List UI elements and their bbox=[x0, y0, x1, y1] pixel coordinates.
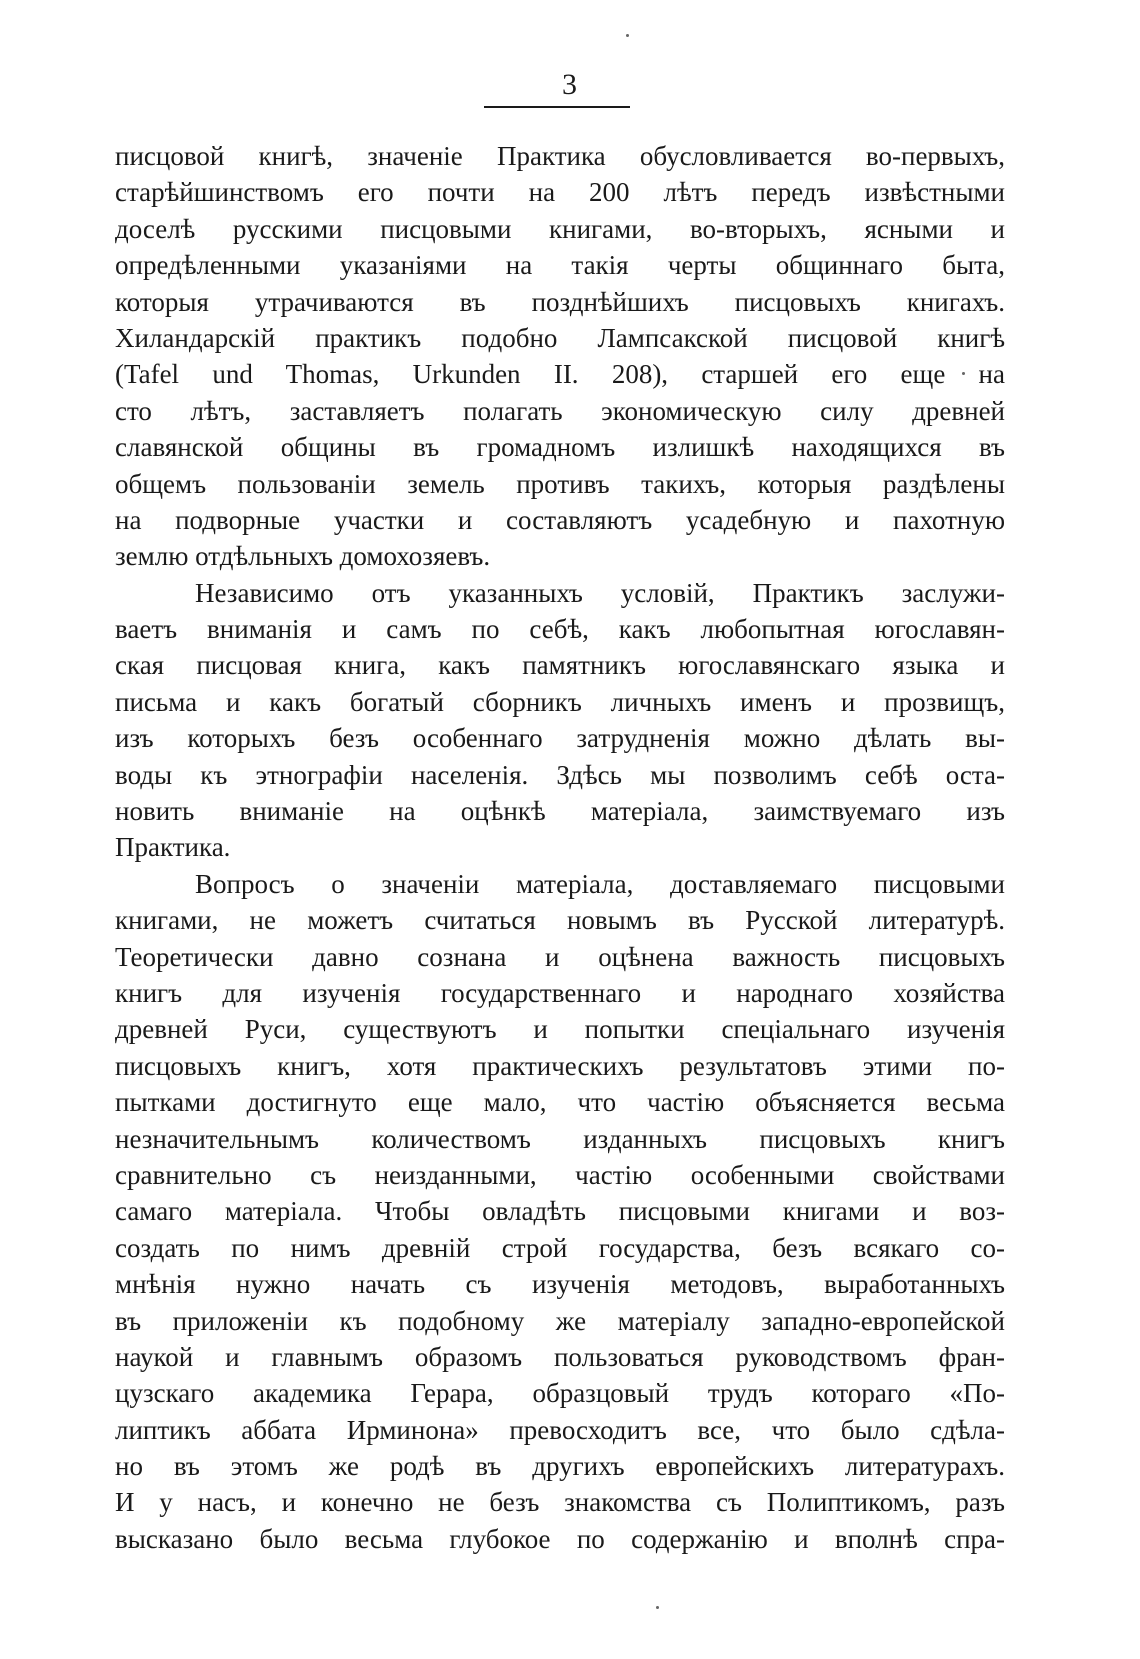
text-line: Вопросъ о значеніи матеріала, доставляемаго писцовыми bbox=[195, 868, 1005, 899]
text-line: опредѣленными указаніями на такія черты общиннаго быта, bbox=[115, 250, 1005, 281]
text-line: создать по нимъ древній строй государства, безъ всякаго со- bbox=[115, 1232, 1005, 1263]
text-line: новить вниманіе на оцѣнкѣ матеріала, заимствуемаго изъ bbox=[115, 796, 1005, 827]
text-line: землю отдѣльныхъ домохозяевъ. bbox=[115, 541, 491, 572]
text-line: древней Руси, существуютъ и попытки спеціальнаго изученія bbox=[115, 1014, 1005, 1045]
text-line: воды къ этнографіи населенія. Здѣсь мы позволимъ себѣ оста- bbox=[115, 759, 1005, 790]
body-text bbox=[115, 138, 1005, 1557]
text-line: славянской общины въ громадномъ излишкѣ находящихся въ bbox=[115, 432, 1005, 463]
text-line: старѣйшинствомъ его почти на 200 лѣтъ передъ извѣстными bbox=[115, 177, 1005, 208]
text-line: писцовой книгѣ, значеніе Практика обусловливается во-первыхъ, bbox=[115, 141, 1005, 171]
text-line: самаго матеріала. Чтобы овладѣть писцовыми книгами и воз- bbox=[115, 1196, 1005, 1227]
text-line: книгами, не можетъ считаться новымъ въ Русской литературѣ. bbox=[115, 905, 1005, 936]
page-number: 3 bbox=[562, 68, 578, 101]
page-number-rule bbox=[484, 106, 630, 108]
text-line: сравнительно съ неизданными, частію особенными свойствами bbox=[115, 1159, 1005, 1190]
text-line: наукой и главнымъ образомъ пользоваться руководствомъ фран- bbox=[115, 1341, 1005, 1372]
text-line: доселѣ русскими писцовыми книгами, во-вторыхъ, ясными и bbox=[115, 213, 1005, 244]
text-line: высказано было весьма глубокое по содержанію и вполнѣ спра- bbox=[115, 1523, 1005, 1554]
text-line: книгъ для изученія государственнаго и народнаго хозяйства bbox=[115, 977, 1005, 1008]
text-line: цузскаго академика Герара, образцовый трудъ котораго «По- bbox=[115, 1378, 1005, 1409]
text-line: Независимо отъ указанныхъ условій, Практикъ заслужи- bbox=[195, 577, 1005, 608]
text-line: ваетъ вниманія и самъ по себѣ, какъ любопытная югославян- bbox=[115, 614, 1005, 645]
text-line: изъ которыхъ безъ особеннаго затрудненія можно дѣлать вы- bbox=[115, 723, 1005, 754]
text-line: мнѣнія нужно начать съ изученія методовъ, выработанныхъ bbox=[115, 1269, 1005, 1300]
text-line: незначительнымъ количествомъ изданныхъ писцовыхъ книгъ bbox=[115, 1123, 1005, 1154]
print-speck bbox=[656, 1606, 659, 1609]
text-line: ская писцовая книга, какъ памятникъ югославянскаго языка и bbox=[115, 650, 1005, 681]
text-line: сто лѣтъ, заставляетъ полагать экономическую силу древней bbox=[115, 395, 1005, 426]
text-line: на подворные участки и составляютъ усадебную и пахотную bbox=[115, 504, 1005, 535]
text-line: общемъ пользованіи земель противъ такихъ, которыя раздѣлены bbox=[115, 468, 1005, 499]
text-line: писцовыхъ книгъ, хотя практическихъ результатовъ этими по- bbox=[115, 1050, 1005, 1081]
text-line: Хиландарскій практикъ подобно Лампсакской писцовой книгѣ bbox=[115, 322, 1005, 353]
text-line: но въ этомъ же родѣ въ другихъ европейскихъ литературахъ. bbox=[115, 1451, 1005, 1482]
text-line: И у насъ, и конечно не безъ знакомства съ Полиптикомъ, разъ bbox=[115, 1487, 1005, 1518]
text-line: которыя утрачиваются въ позднѣйшихъ писцовыхъ книгахъ. bbox=[115, 286, 1005, 317]
text-line: письма и какъ богатый сборникъ личныхъ именъ и прозвищъ, bbox=[115, 686, 1005, 717]
text-line: Практика. bbox=[115, 832, 231, 863]
text-line: липтикъ аббата Ирминона» превосходитъ все, что было сдѣла- bbox=[115, 1414, 1005, 1445]
text-line: (Tafel und Thomas, Urkunden II. 208), старшей его еще на bbox=[115, 359, 1005, 390]
text-line: пытками достигнуто еще мало, что частію объясняется весьма bbox=[115, 1087, 1005, 1118]
print-speck bbox=[626, 34, 629, 37]
text-line: въ приложеніи къ подобному же матеріалу западно-европейской bbox=[115, 1305, 1005, 1336]
text-line: Теоретически давно сознана и оцѣнена важность писцовыхъ bbox=[115, 941, 1005, 972]
